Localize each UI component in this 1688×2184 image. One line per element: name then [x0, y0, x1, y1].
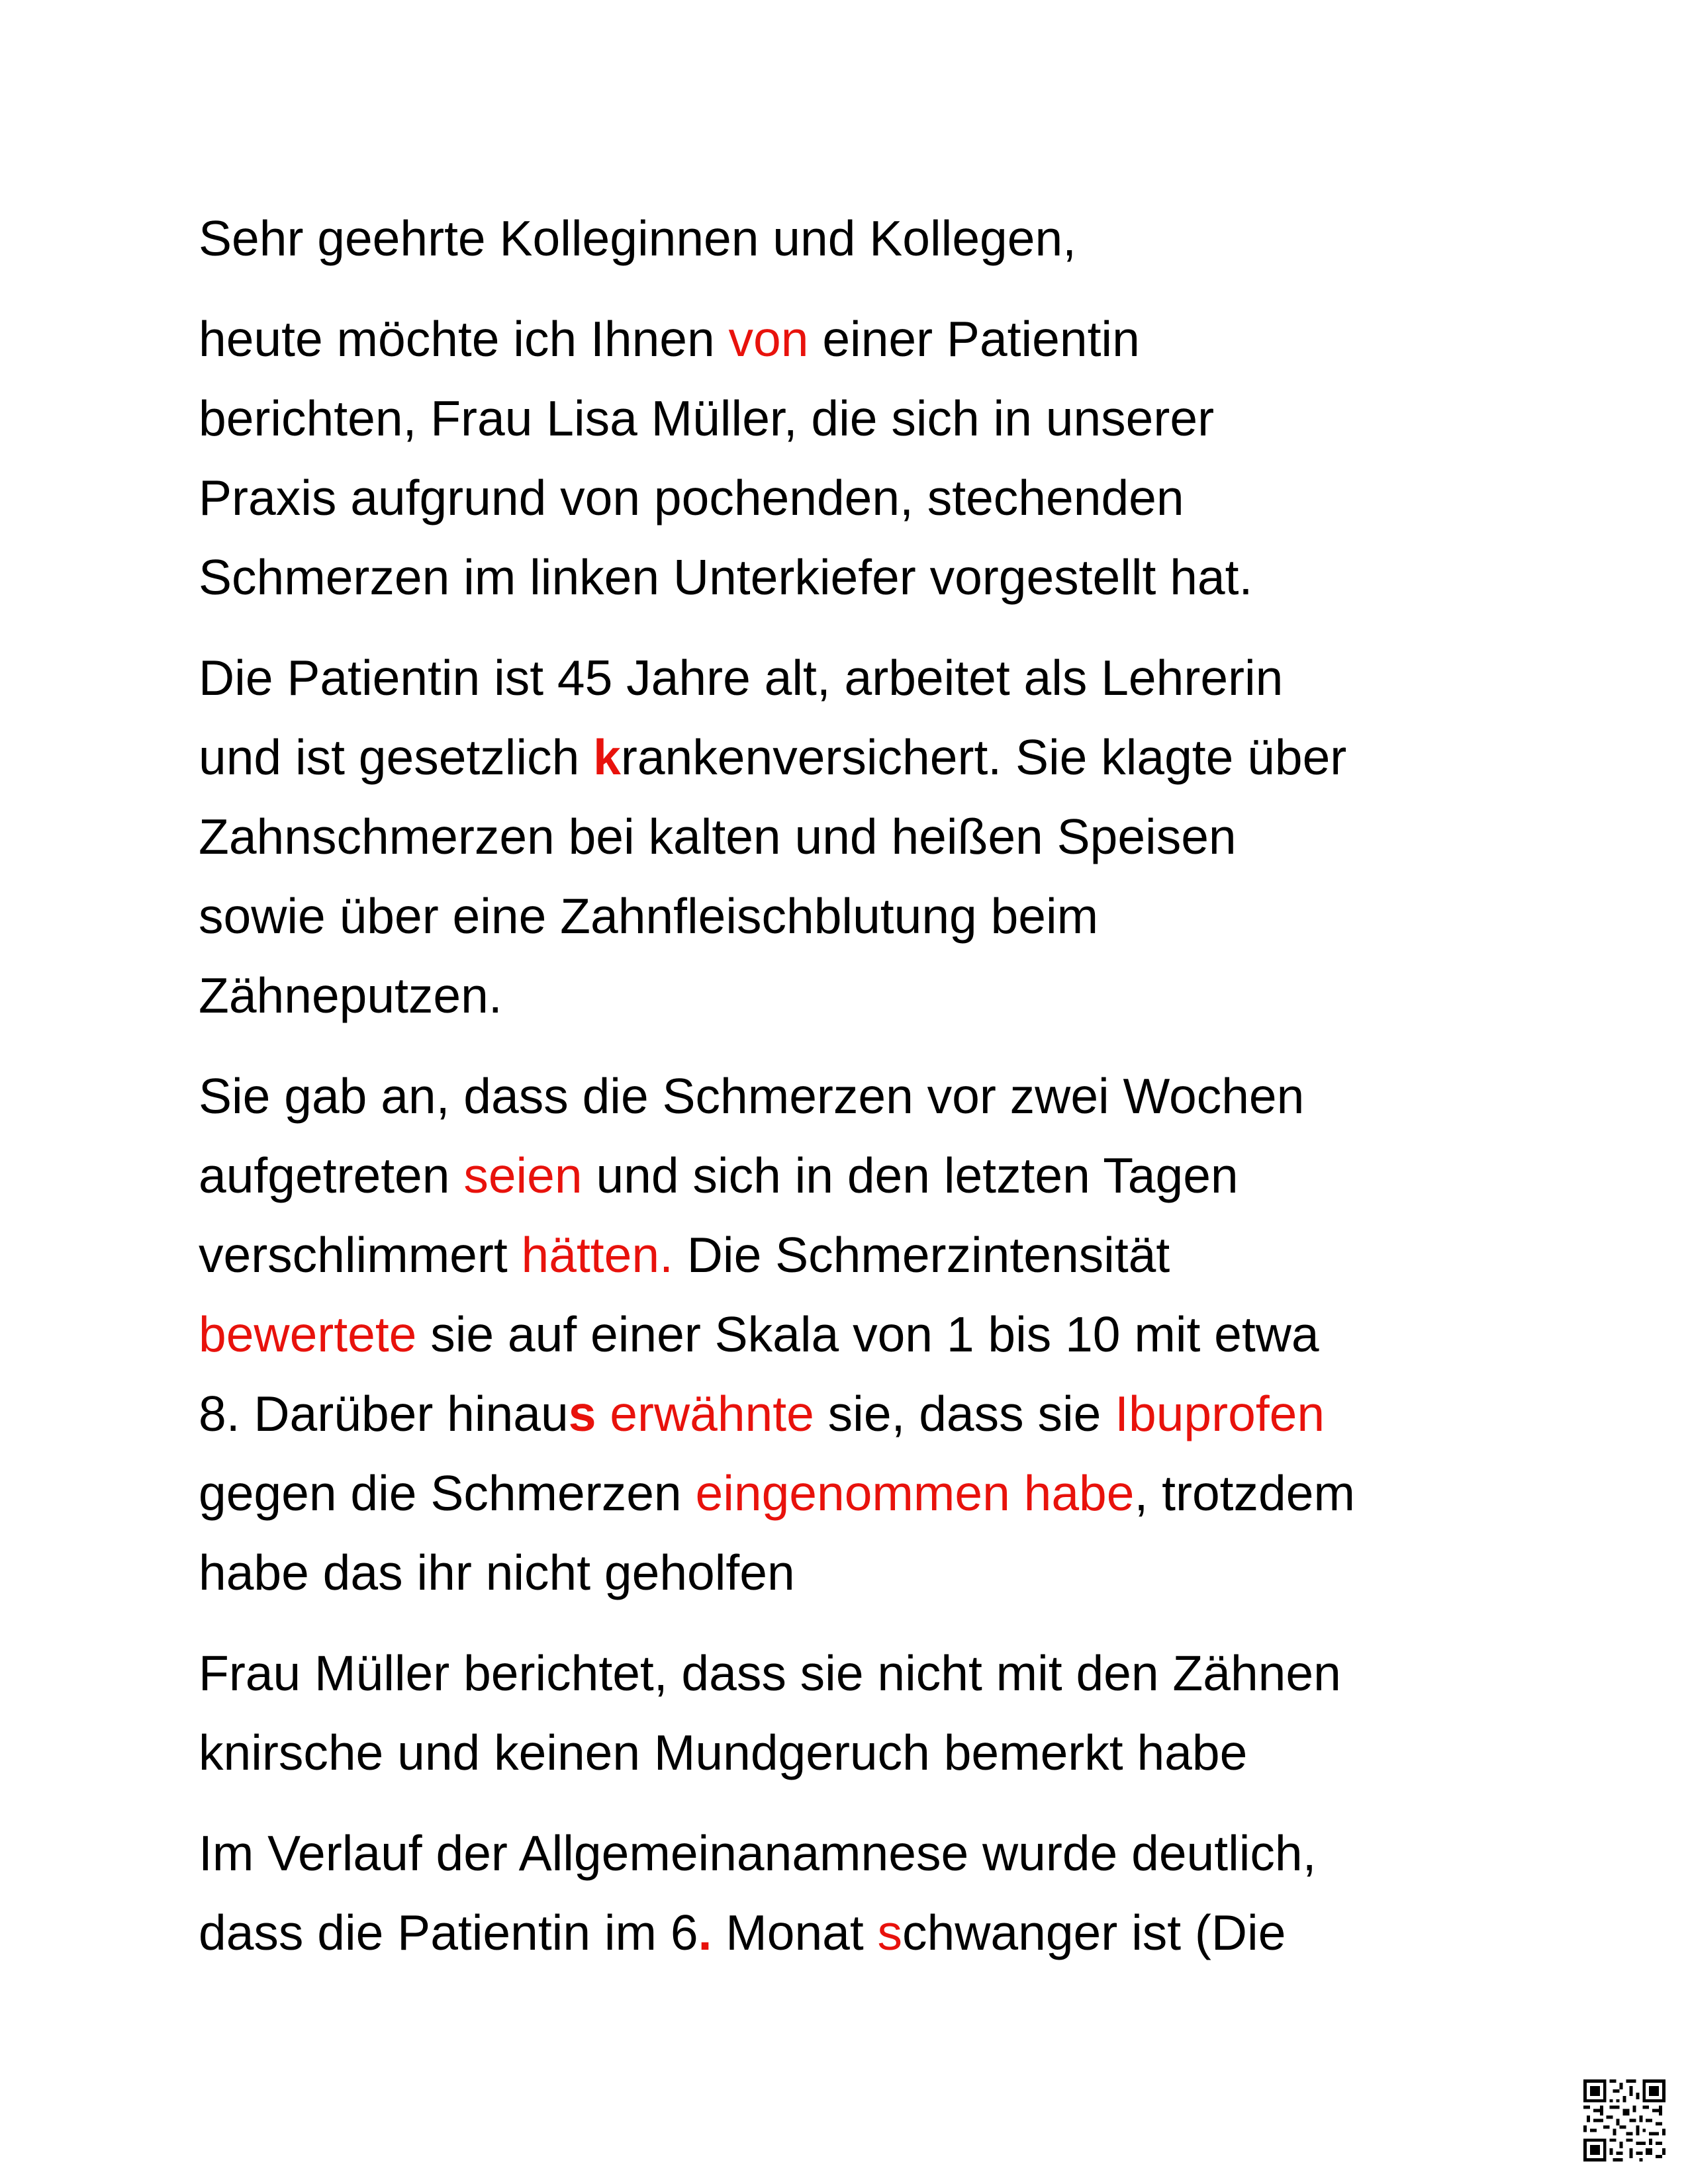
corrected-letter: s [568, 1386, 596, 1441]
text-line: Die Patientin ist 45 Jahre alt, arbeitet als Lehrerin [199, 650, 1284, 705]
text-run: 8. Darüber hinau [199, 1386, 569, 1441]
letter-body [199, 199, 1516, 1972]
text-line: berichten, Frau Lisa Müller, die sich in unserer [199, 390, 1215, 446]
paragraph-symptoms [199, 1056, 1516, 1612]
paragraph-intro [199, 299, 1516, 617]
corrected-letter: s [877, 1905, 903, 1960]
text-line [199, 1136, 1516, 1215]
corrected-word: hätten. [521, 1227, 673, 1283]
qr-code-icon [1583, 2079, 1665, 2161]
text-run: sie, dass sie [814, 1386, 1115, 1441]
corrected-word: von [728, 311, 809, 367]
corrected-word: seien [463, 1148, 583, 1203]
text-line: knirsche und keinen Mundgeruch bemerkt habe [199, 1725, 1248, 1780]
text-line [199, 1453, 1516, 1533]
text-run: einer Patientin [808, 311, 1140, 367]
corrected-letter: . [698, 1905, 712, 1960]
text-line: habe das ihr nicht geholfen [199, 1545, 795, 1600]
text-line: Zahnschmerzen bei kalten und heißen Speisen [199, 809, 1237, 864]
paragraph-patient-info [199, 638, 1516, 1035]
text-run: gegen die Schmerzen [199, 1465, 696, 1521]
text-run [596, 1386, 610, 1441]
text-line: Zähneputzen. [199, 968, 502, 1023]
corrected-word: eingenommen habe [695, 1465, 1135, 1521]
text-line: Sie gab an, dass die Schmerzen vor zwei Wochen [199, 1068, 1305, 1124]
corrected-word: erwähnte [610, 1386, 814, 1441]
text-line: Frau Müller berichtet, dass sie nicht mit den Zähnen [199, 1645, 1341, 1701]
text-line [199, 299, 1516, 379]
text-line: sowie über eine Zahnfleischblutung beim [199, 888, 1099, 944]
text-run: sie auf einer Skala von 1 bis 10 mit etwa [416, 1306, 1319, 1362]
text-run: rankenversichert. Sie klagte über [620, 729, 1347, 785]
paragraph-habits [199, 1633, 1516, 1792]
corrected-word: bewertete [199, 1306, 417, 1362]
corrected-letter: k [593, 729, 621, 785]
text-line [199, 717, 1516, 797]
text-line: Praxis aufgrund von pochenden, stechenden [199, 470, 1184, 525]
text-run: chwanger ist (Die [902, 1905, 1286, 1960]
text-run: Die Schmerzintensität [673, 1227, 1170, 1283]
corrected-word: Ibuprofen [1115, 1386, 1325, 1441]
text-run: Monat [712, 1905, 878, 1960]
text-line [199, 1374, 1516, 1453]
paragraph-anamnesis [199, 1813, 1516, 1972]
text-run: , trotzdem [1134, 1465, 1355, 1521]
greeting-line: Sehr geehrte Kolleginnen und Kollegen, [199, 210, 1077, 266]
text-run: aufgetreten [199, 1148, 464, 1203]
text-line [199, 1215, 1516, 1295]
text-line [199, 1295, 1516, 1374]
greeting-paragraph [199, 199, 1516, 278]
text-run: und ist gesetzlich [199, 729, 594, 785]
text-run: verschlimmert [199, 1227, 522, 1283]
text-line: Schmerzen im linken Unterkiefer vorgestellt hat. [199, 549, 1253, 605]
text-run: und sich in den letzten Tagen [582, 1148, 1239, 1203]
text-line: Im Verlauf der Allgemeinanamnese wurde deutlich, [199, 1825, 1317, 1881]
text-line [199, 1893, 1516, 1972]
text-run: dass die Patientin im 6 [199, 1905, 698, 1960]
text-run: heute möchte ich Ihnen [199, 311, 729, 367]
